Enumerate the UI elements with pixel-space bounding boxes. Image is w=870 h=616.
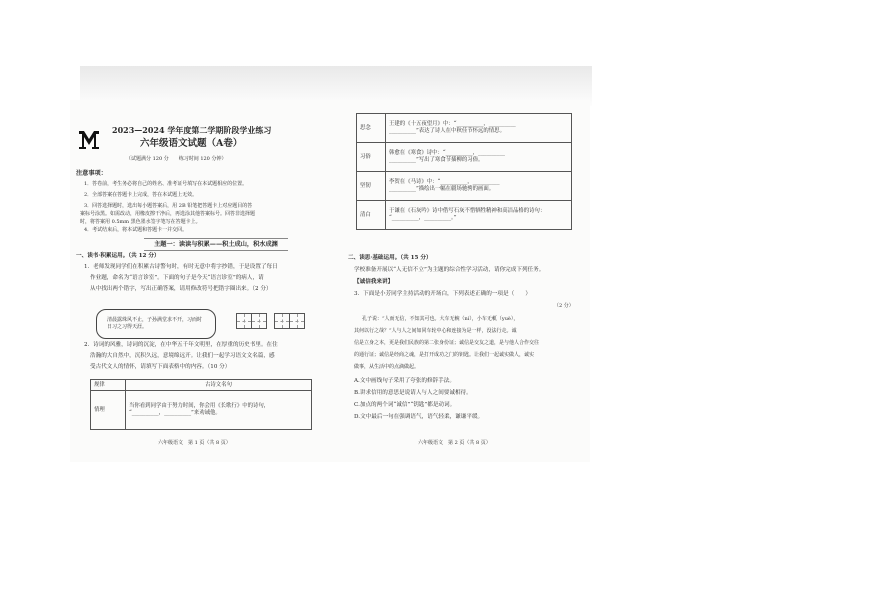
exam-subtitle: 六年级语文试题（A卷） — [140, 138, 243, 149]
table-cell-line: 于谦在《石灰吟》诗中借写石灰不惜牺牲精神和高洁品格的诗句： — [389, 208, 546, 214]
poem-frame — [96, 309, 216, 339]
answer-box[interactable] — [236, 313, 252, 329]
table-header: 规律 — [91, 380, 126, 391]
task-heading: 【诚信我来讲】 — [354, 279, 394, 285]
answer-box[interactable] — [274, 313, 290, 329]
time-info: （试题满分 120 分 练习时间 120 分钟） — [126, 156, 227, 162]
section-2-heading: 二、读思·基础运用。（共 15 分） — [348, 255, 432, 261]
table-cell-line: 李贺在《马诗》中：“__________，__________ — [389, 179, 500, 185]
table-row-label: 清白 — [357, 201, 386, 230]
poem-table — [90, 379, 312, 430]
option-a[interactable]: A.文中画线句子采用了夸张的修辞手法。 — [354, 378, 455, 384]
question-1-text: 从中找出两个错字，写出正确答案，请用修改符号把错字圈出来。（2 分） — [90, 286, 272, 292]
table-cell-line: 韩愈在《寒食》诗中：“__________，__________ — [389, 150, 505, 156]
question-2-text: 浩瀚的大自然中，沉积久远，意境绵远开。让我们一起学习语文文名篇，感 — [90, 353, 275, 359]
school-logo-icon — [78, 128, 100, 150]
question-2-text: 2．诗词的风雅，诗词的沉淀，在中华五千年文明里，在厚重的历史书里。在住 — [84, 342, 278, 348]
table-cell-line: 当你看到同学由于努力时间，你会用《长歌行》中的诗句， — [129, 403, 270, 409]
table-cell-line: __________”写出了寒食节插柳的习俗。 — [389, 157, 484, 163]
passage-line: 孔子说：“人而无信，不知其可也。大车无輗（ní），小车无軏（yuè）， — [362, 316, 519, 322]
notice-line: 4．考试结束后，将本试题和答题卡一并交回。 — [84, 227, 188, 233]
option-d[interactable]: D.文中最后一句在强调语气，语气轻柔，谦谦平缓。 — [354, 414, 484, 420]
question-3-text: 3．下面是小芳同学主持活动的开场白，下列表述正确的一项是（ ） — [354, 291, 531, 297]
poem-text: 清晨露珠风不止，子孙满堂求不开，习而时日习之习得天涯。 — [107, 317, 203, 330]
exam-title: 2023—2024 学年度第二学期阶段学业练习 — [112, 125, 272, 135]
table-cell[interactable] — [386, 172, 572, 201]
poem-fill-table — [356, 113, 572, 230]
page-footer: 六年级语文 第 1 页（共 8 页） — [158, 440, 231, 446]
table-row-label: 习俗 — [357, 143, 386, 172]
notice-line: 1．答卷前，考生务必将自己的姓名、准考证号填写在本试题相应的位置。 — [84, 181, 248, 187]
theme-banner: 主题一：读读与积累——积土成山，积水成渊 — [144, 238, 288, 251]
table-cell[interactable] — [386, 201, 572, 230]
activity-intro: 学校准备开展以“人无信不立”为主题的综合性学习活动，请你完成下列任务。 — [354, 267, 545, 273]
table-cell-line: “__________，__________。” — [389, 215, 457, 221]
question-1-text: 作业题，命名为“语言诊室”。下面的句子是今天“语言诊室”的病人，请 — [90, 275, 264, 281]
option-b[interactable]: B.讲求信用的意思是说请人与人之间要诚相待。 — [354, 390, 472, 396]
table-cell-line: 王建的《十五夜望月》中：“__________，__________ — [389, 121, 516, 127]
passage-line: 做事，从生活中的点滴做起。 — [354, 364, 420, 370]
notice-line: 案标号涂黑。如需改动，用橡皮擦干净后，再选涂其他答案标号。回答非选择题 — [80, 211, 256, 217]
notice-line: 3．回答选择题时，选出每小题答案后，用 2B 铅笔把答题卡上对应题目的答 — [84, 203, 253, 209]
table-cell[interactable] — [386, 114, 572, 143]
passage-line: 的通行证；诚信是经商之魂，是打开成功之门的钥匙。让我们一起诚实做人，诚实 — [354, 352, 535, 358]
page-1 — [70, 100, 332, 462]
notice-line: 时，将答案用 0.5mm 黑色墨水签字笔写在答题卡上。 — [80, 219, 201, 225]
table-cell-line: __________”表达了诗人在中秋佳节怀远的情思。 — [389, 128, 505, 134]
table-cell-line: “__________，__________”来劝诫他。 — [129, 410, 221, 416]
table-cell[interactable] — [386, 143, 572, 172]
table-row-label: 思念 — [357, 114, 386, 143]
notice-heading: 注意事项： — [76, 170, 107, 177]
answer-box[interactable] — [289, 313, 305, 329]
section-1-heading: 一、读书·积累运用。（共 12 分） — [76, 253, 160, 259]
question-1-text: 1．老师发现同学们在积累古诗警句时，有时无意中将字抄错，于是设置了每日 — [84, 264, 278, 270]
question-2-text: 受古代文人的情怀，请填写下面表格中的内容。（10 分） — [90, 364, 231, 370]
table-header: 古诗文名句 — [126, 380, 312, 391]
option-c[interactable]: C.加点的两个词“诚信”“钥匙”都是动词。 — [354, 402, 456, 408]
table-row-label: 坚韧 — [357, 172, 386, 201]
table-cell[interactable] — [126, 391, 312, 430]
table-row-label: 情理 — [91, 391, 126, 430]
passage-line: 信是立身之本，更是我们民族的第二张身份证；诚信是交友之道，是与他人合作交往 — [354, 340, 540, 346]
passage-line: 其何以行之哉？”人与人之间如同车轮中心和连接为是一样，没法行走。诚 — [354, 328, 517, 334]
question-3-score: （2 分） — [554, 303, 574, 309]
table-cell-line: __________”描绘出一幅在疆场驰骋的画面。 — [389, 186, 495, 192]
notice-line: 2．全部答案在答题卡上完成，答在本试题上无效。 — [84, 192, 198, 198]
page-2 — [340, 100, 590, 462]
answer-box[interactable] — [251, 313, 267, 329]
exam-sheet — [70, 100, 590, 462]
page-footer: 六年级语文 第 2 页（共 8 页） — [418, 440, 491, 446]
